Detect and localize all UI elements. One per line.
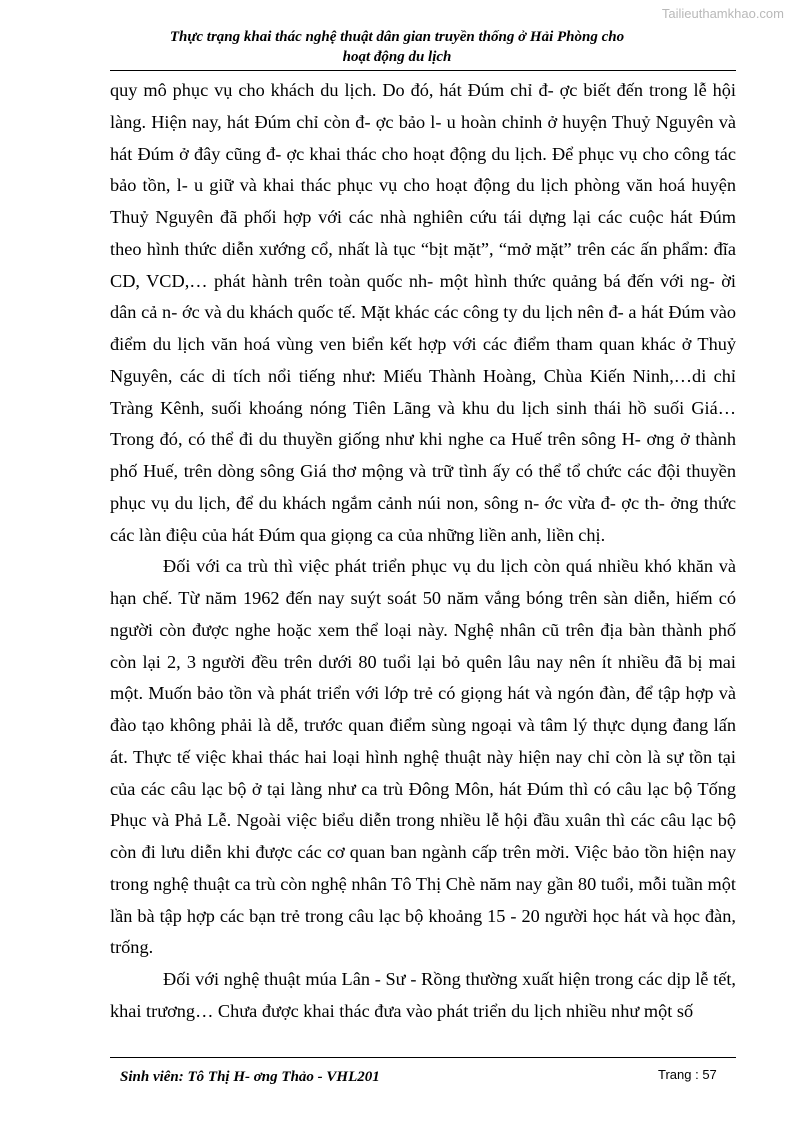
paragraph-3: Đối với nghệ thuật múa Lân - Sư - Rồng thường xuất hiện trong các dịp lễ tết, khai trương… Chưa được khai thác đưa vào phát triển du lịch nhiều như một số: [110, 969, 736, 1021]
footer-author: Sinh viên: Tô Thị H- ơng Thảo - VHL201: [120, 1069, 380, 1085]
footer-divider: [110, 1057, 736, 1058]
watermark: Tailieuthamkhao.com: [661, 6, 784, 21]
header-title-line-1: Thực trạng khai thác nghệ thuật dân gian truyền thống ở Hải Phòng cho: [169, 29, 625, 45]
header-divider: [110, 70, 736, 71]
paragraph-1: quy mô phục vụ cho khách du lịch. Do đó, hát Đúm chỉ đ- ợc biết đến trong lễ hội làng. Hiện nay, hát Đúm chỉ còn đ- ợc bảo l- u hoàn chỉnh ở huyện Thuỷ Nguyên và hát Đúm ở đây cũng đ- ợc khai thác cho hoạt động du lịch. Để phục vụ cho công tác bảo tồn, l- u giữ và khai thác phục vụ cho hoạt động du lịch phòng văn hoá huyện Thuỷ Nguyên đã phối hợp với các nhà nghiên cứu tái dựng lại các cuộc hát Đúm theo hình thức diễn xướng cổ, nhất là tục “bịt mặt”, “mở mặt” trên các ấn phẩm: đĩa CD, VCD,… phát hành trên toàn quốc nh- một hình thức quảng bá đến với ng- ời dân cả n- ớc và du khách quốc tế. Mặt khác các công ty du lịch nên đ- a hát Đúm vào điểm du lịch văn hoá vùng ven biển kết hợp với các điểm tham quan khác ở Thuỷ Nguyên, các di tích nổi tiếng như: Miếu Thành Hoàng, Chùa Kiến Ninh,…di chỉ Tràng Kênh, suối khoáng nóng Tiên Lãng và khu du lịch sinh thái hồ suối Giá…Trong đó, có thể đi du thuyền giống như khi nghe ca Huế trên sông H- ơng ở thành phố Huế, trên dòng sông Giá thơ mộng và trữ tình ấy có thể tổ chức các đội thuyền phục vụ du lịch, để du khách ngắm cảnh núi non, sông n- ớc vừa đ- ợc th- ởng thức các làn điệu của hát Đúm qua giọng ca của những liền anh, liền chị.: [110, 80, 736, 545]
page-number: Trang : 57: [658, 1067, 717, 1082]
paragraph-2: Đối với ca trù thì việc phát triển phục vụ du lịch còn quá nhiều khó khăn và hạn chế. Từ năm 1962 đến nay suýt soát 50 năm vắng bóng trên sàn diễn, hiếm có người còn được nghe hoặc xem thể loại này. Nghệ nhân cũ trên địa bàn thành phố còn lại 2, 3 người đều trên dưới 80 tuổi lại bỏ quên lâu nay nên ít nhiều đã bị mai một. Muốn bảo tồn và phát triển với lớp trẻ có giọng hát và ngón đàn, để tập hợp và đào tạo không phải là dễ, trước quan điểm sùng ngoại và tâm lý thực dụng đang lấn át. Thực tế việc khai thác hai loại hình nghệ thuật này hiện nay chỉ còn là sự tồn tại của các câu lạc bộ ở tại làng như ca trù Đông Môn, hát Đúm thì có câu lạc bộ Tống Phục và Phả Lễ. Ngoài việc biểu diễn trong nhiều lễ hội đầu xuân thì các câu lạc bộ còn đi lưu diễn khi được các cơ quan ban ngành cấp trên mời. Việc bảo tồn hiện nay trong nghệ thuật ca trù còn nghệ nhân Tô Thị Chè năm nay gần 80 tuổi, mỗi tuần một lần bà tập hợp các bạn trẻ trong câu lạc bộ khoảng 15 - 20 người học hát và học đàn, trống.: [110, 556, 736, 958]
header-title-line-2: hoạt động du lịch: [342, 49, 452, 65]
document-body: [110, 75, 736, 1028]
running-header: [120, 27, 674, 67]
